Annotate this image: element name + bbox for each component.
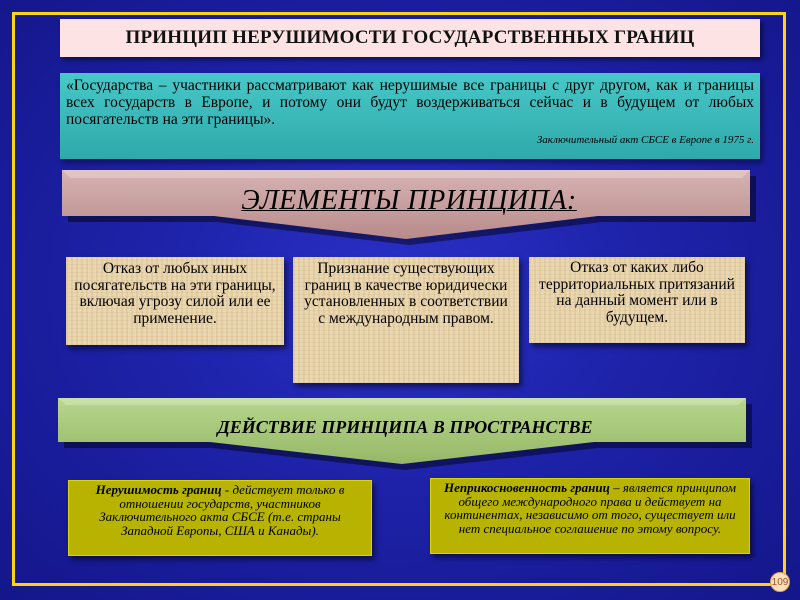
element-card-2 (293, 257, 519, 383)
quote-source: Заключительный акт СБСЕ в Европе в 1975 г. (536, 134, 754, 146)
title-box (60, 19, 760, 57)
element-card-3-text: Отказ от каких либо территориальных притязаний на данный момент или в будущем. (539, 259, 735, 326)
elements-heading: ЭЛЕМЕНТЫ ПРИНЦИПА: (241, 184, 577, 216)
element-card-3 (529, 257, 745, 343)
inviolability-box (68, 480, 372, 556)
integrity-box (430, 478, 750, 554)
action-heading: ДЕЙСТВИЕ ПРИНЦИПА В ПРОСТРАНСТВЕ (217, 416, 593, 437)
integrity-term: Неприкосновенность границ (443, 480, 610, 495)
action-banner (58, 398, 752, 470)
element-card-2-text: Признание существующих границ в качестве юридически установленных в соответствии с международным правом. (304, 260, 508, 327)
integrity-text: – является принципом общего международного права и действует на континентах, независимо от того, существует или нет специальное соглашение по этому вопросу. (444, 480, 737, 536)
page-number: 109 (771, 576, 789, 588)
elements-banner (62, 170, 756, 245)
inviolability-term: Нерушимость границ (95, 482, 222, 497)
page-number-badge (770, 572, 790, 592)
quote-text: «Государства – участники рассматривают как нерушимые все границы с друг другом, как и границы всех государств в Европе, и потому они будут воздерживаться сейчас и в будущем от любых посягательств на эти границы». (66, 77, 754, 128)
inviolability-text: - действует только в отношении государств, участников Заключительного акта СБСЕ (т.е. страны Западной Европы, США и Канады). (99, 482, 345, 538)
slide-title: ПРИНЦИП НЕРУШИМОСТИ ГОСУДАРСТВЕННЫХ ГРАНИЦ (125, 27, 695, 48)
quote-box (60, 73, 760, 159)
element-card-1-text: Отказ от любых иных посягательств на эти границы, включая угрозу силой или ее применение. (74, 260, 276, 327)
element-card-1 (66, 257, 284, 345)
